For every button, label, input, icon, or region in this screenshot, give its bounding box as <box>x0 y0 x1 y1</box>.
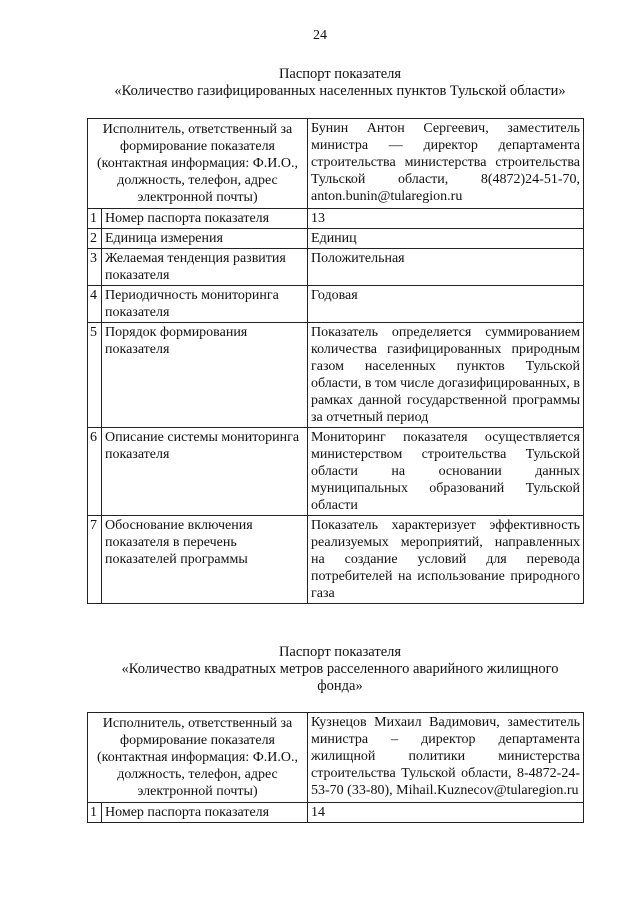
row-value: Годовая <box>308 286 584 323</box>
table-row <box>88 803 584 823</box>
passport-1-title-line1: Паспорт показателя <box>278 66 402 82</box>
executor-label: Исполнитель, ответственный за формирование показателя (контактная информация: Ф.И.О., должность, телефон, адрес электронной почты) <box>88 119 308 209</box>
row-number: 3 <box>88 249 102 286</box>
row-value: 13 <box>308 209 584 229</box>
table-row <box>88 323 584 428</box>
executor-row <box>88 713 584 803</box>
executor-value: Бунин Антон Сергеевич, заместитель министра — директор департамента строительства министерства строительства Тульской области, 8(4872)24-51-70, anton.bunin@tularegion.ru <box>308 119 584 209</box>
row-label: Описание системы мониторинга показателя <box>102 428 308 516</box>
row-number: 4 <box>88 286 102 323</box>
row-label: Номер паспорта показателя <box>102 803 308 823</box>
row-label: Единица измерения <box>102 229 308 249</box>
row-label: Желаемая тенденция развития показателя <box>102 249 308 286</box>
row-number: 1 <box>88 803 102 823</box>
row-number: 2 <box>88 229 102 249</box>
row-value: Показатель характеризует эффективность реализуемых мероприятий, направленных на создание условий для перевода потребителей на использование природного газа <box>308 516 584 604</box>
row-value: 14 <box>308 803 584 823</box>
executor-row <box>88 119 584 209</box>
row-value: Показатель определяется суммированием количества газифицированных природным газом населенных пунктов Тульской области, в том числе догазифицированных, в рамках данной государственной программы за отчетный период <box>308 323 584 428</box>
passport-2-title-line2: «Количество квадратных метров расселенного аварийного жилищного <box>121 661 559 677</box>
passport-2-title-line1: Паспорт показателя <box>278 644 402 660</box>
row-label: Обоснование включения показателя в перечень показателей программы <box>102 516 308 604</box>
row-label: Номер паспорта показателя <box>102 209 308 229</box>
row-number: 6 <box>88 428 102 516</box>
page-number: 24 <box>313 28 327 43</box>
passport-2-title-line3: фонда» <box>317 678 363 694</box>
table-row <box>88 286 584 323</box>
row-number: 5 <box>88 323 102 428</box>
row-number: 1 <box>88 209 102 229</box>
table-row <box>88 249 584 286</box>
row-label: Порядок формирования показателя <box>102 323 308 428</box>
row-label: Периодичность мониторинга показателя <box>102 286 308 323</box>
passport-2-table <box>87 712 584 823</box>
executor-label: Исполнитель, ответственный за формирование показателя (контактная информация: Ф.И.О., должность, телефон, адрес электронной почты) <box>88 713 308 803</box>
passport-1-title <box>60 66 620 100</box>
row-number: 7 <box>88 516 102 604</box>
row-value: Единиц <box>308 229 584 249</box>
passport-1-table <box>87 118 584 604</box>
table-row <box>88 428 584 516</box>
passport-1-title-line2: «Количество газифицированных населенных пунктов Тульской области» <box>114 83 566 99</box>
executor-value: Кузнецов Михаил Вадимович, заместитель министра – директор департамента жилищной политики министерства строительства Тульской области, 8-4872-24-53-70 (33-80), Mihail.Kuznecov@tularegion.ru <box>308 713 584 803</box>
table-row <box>88 209 584 229</box>
row-value: Мониторинг показателя осуществляется министерством строительства Тульской области на основании данных муниципальных образований Тульской области <box>308 428 584 516</box>
table-row <box>88 229 584 249</box>
table-row <box>88 516 584 604</box>
row-value: Положительная <box>308 249 584 286</box>
passport-2-title <box>60 644 620 695</box>
